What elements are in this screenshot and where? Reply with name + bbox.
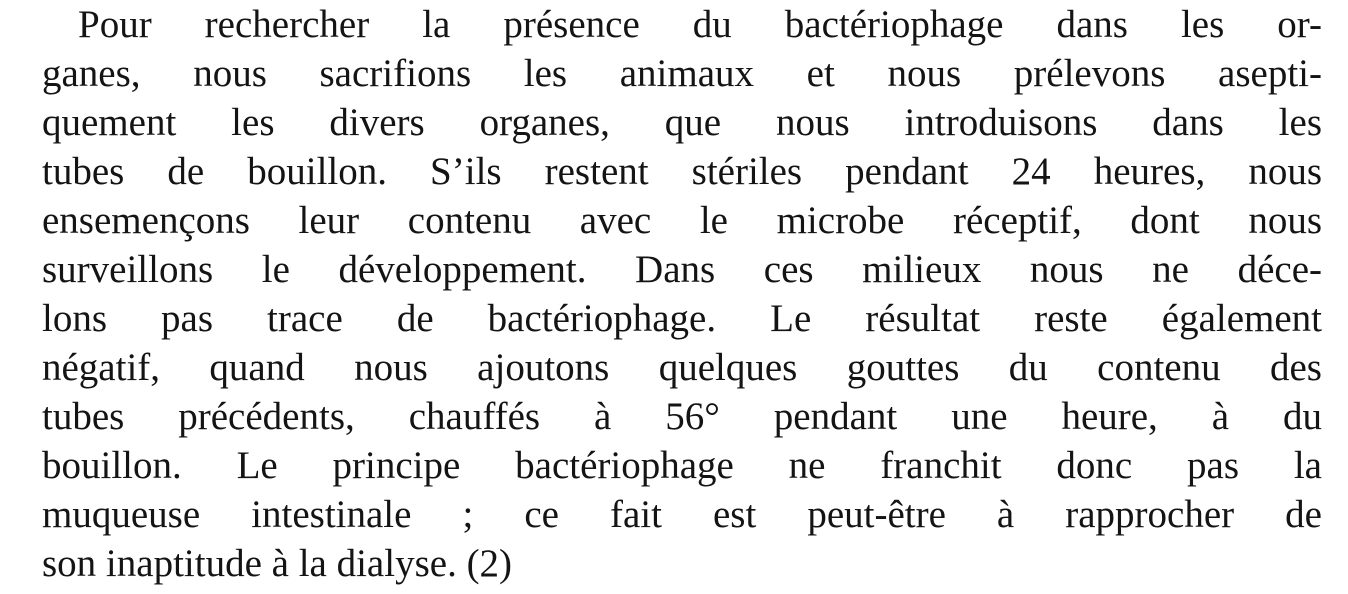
- text-line-10: bouillon. Le principe bactériophage ne franchit donc pas la: [42, 444, 1322, 487]
- text-line-3: quement les divers organes, que nous introduisons dans les: [42, 101, 1322, 144]
- text-line-5: ensemençons leur contenu avec le microbe réceptif, dont nous: [42, 199, 1322, 242]
- text-line-7: lons pas trace de bactériophage. Le résultat reste également: [42, 297, 1322, 340]
- text-line-2: ganes, nous sacrifions les animaux et nous prélevons asepti-: [42, 52, 1322, 95]
- text-line-4: tubes de bouillon. S’ils restent stériles pendant 24 heures, nous: [42, 150, 1322, 193]
- text-line-11: muqueuse intestinale ; ce fait est peut-être à rapprocher de: [42, 493, 1322, 536]
- text-line-6: surveillons le développement. Dans ces milieux nous ne déce-: [42, 248, 1322, 291]
- text-line-8: négatif, quand nous ajoutons quelques gouttes du contenu des: [42, 346, 1322, 389]
- body-paragraph: [42, 0, 1322, 588]
- text-line-12: son inaptitude à la dialyse. (2): [42, 542, 513, 585]
- text-line-1: Pour rechercher la présence du bactériophage dans les or-: [78, 3, 1322, 46]
- text-line-9: tubes précédents, chauffés à 56° pendant une heure, à du: [42, 395, 1322, 438]
